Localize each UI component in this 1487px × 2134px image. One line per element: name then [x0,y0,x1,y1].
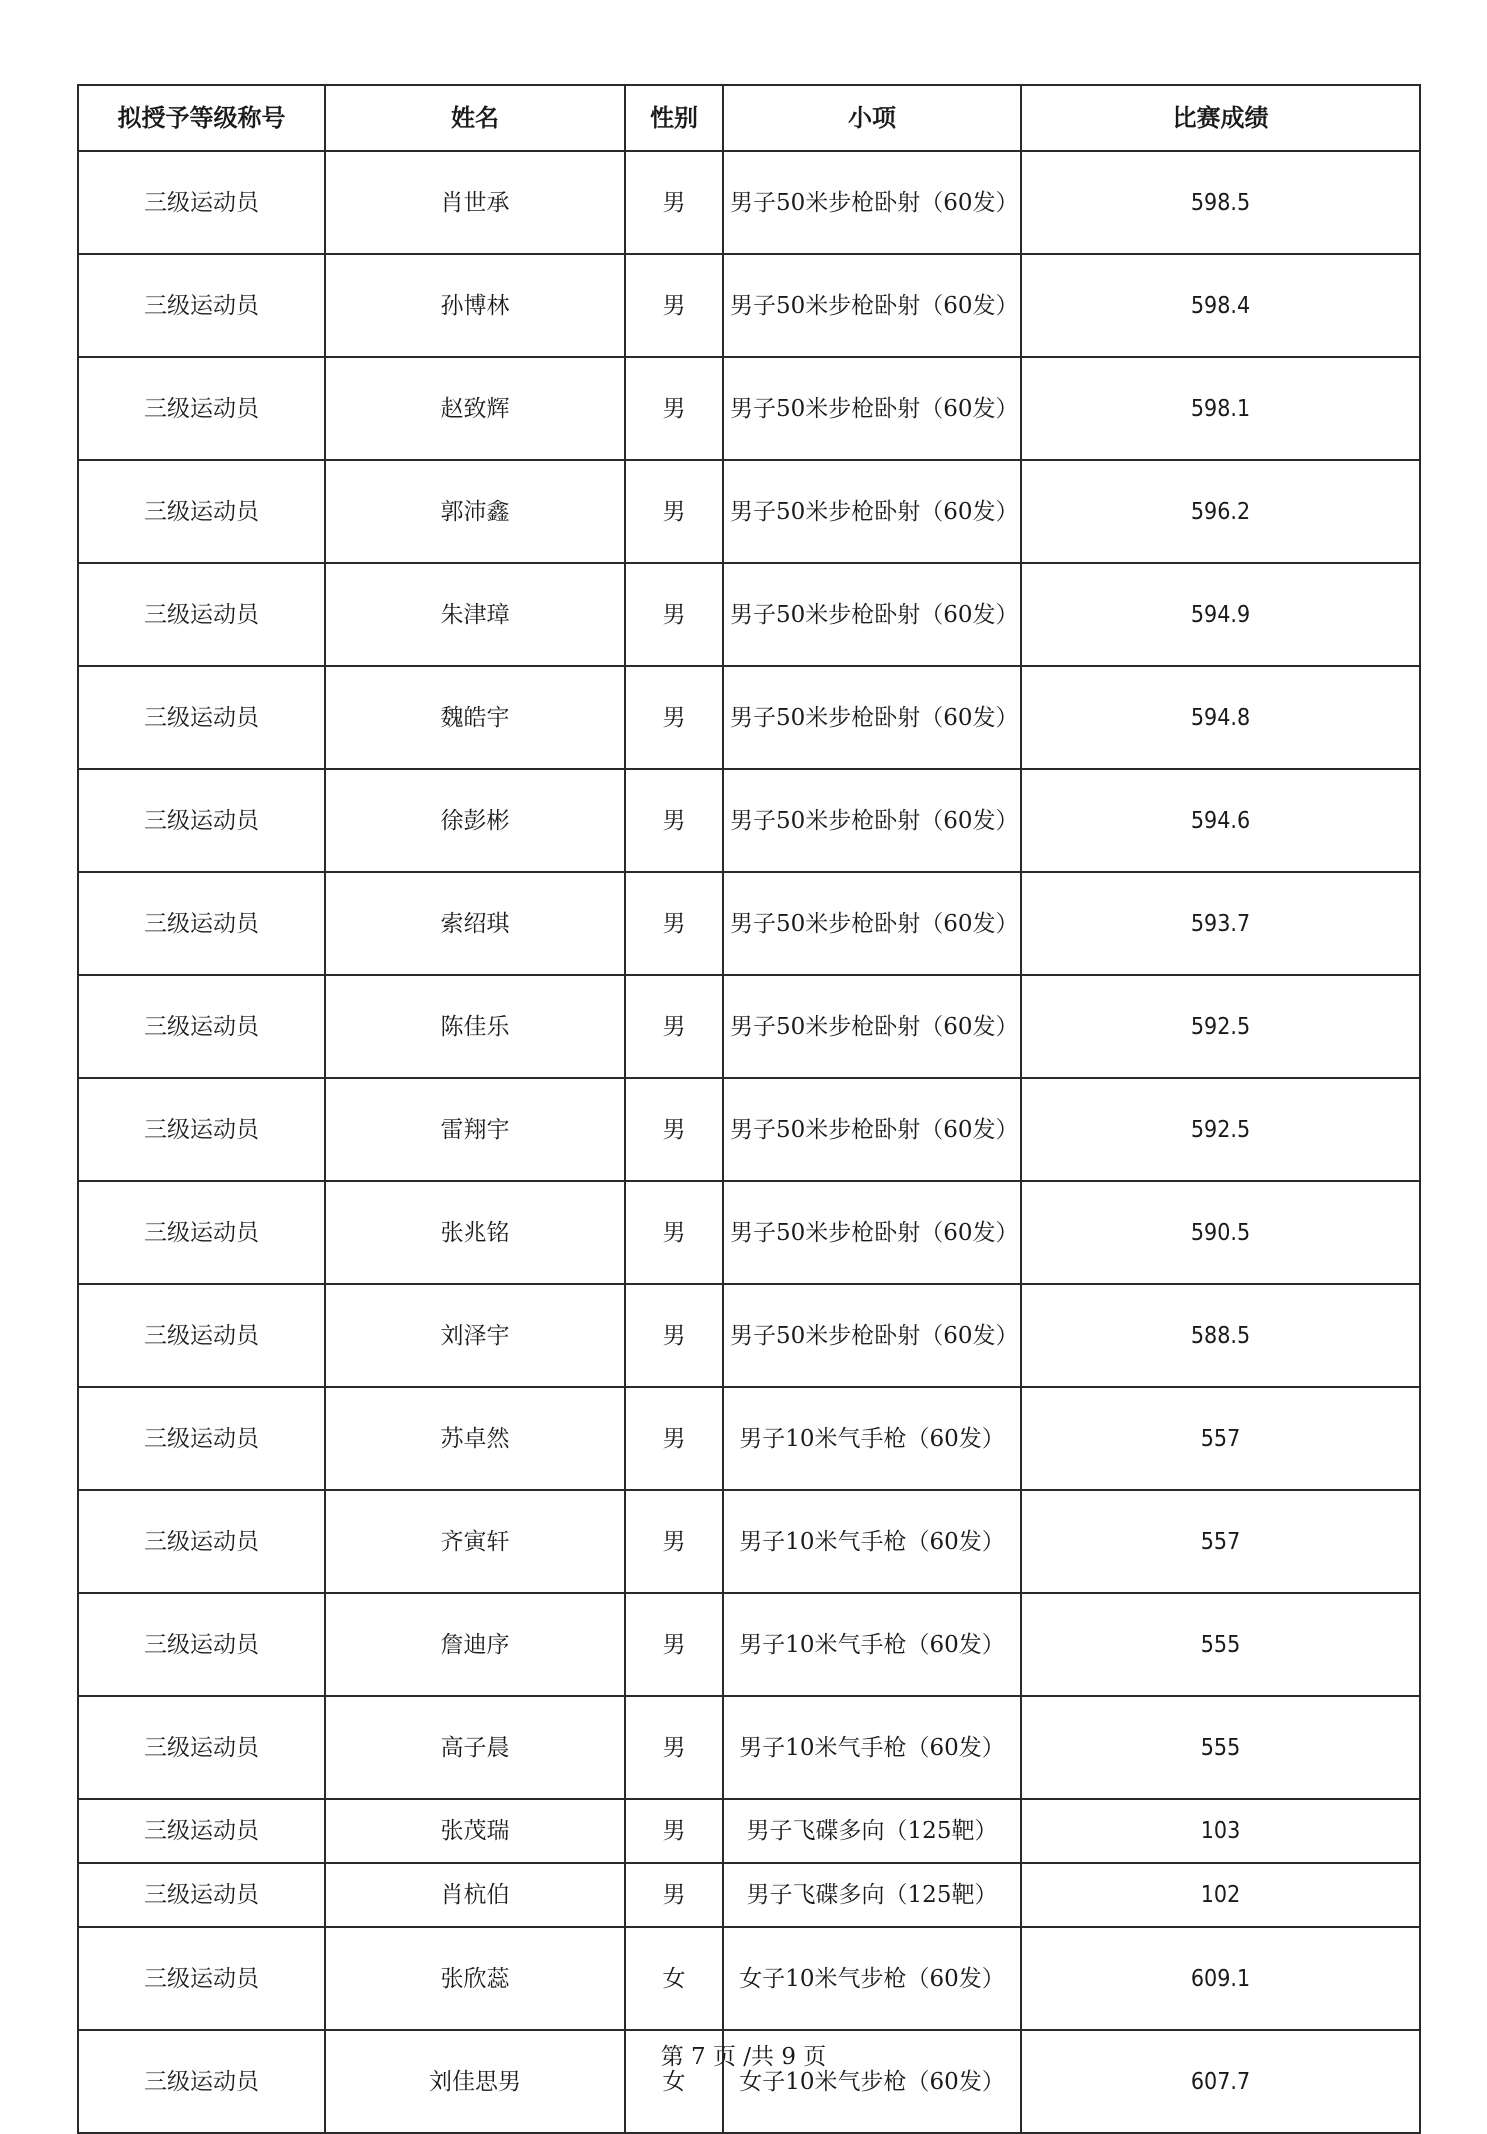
cell-name: 陈佳乐 [325,975,625,1078]
header-event: 小项 [723,85,1021,151]
header-gender: 性别 [625,85,723,151]
cell-gender: 男 [625,460,723,563]
cell-title: 三级运动员 [78,1181,325,1284]
cell-score: 594.8 [1021,666,1420,769]
cell-event: 男子10米气手枪（60发） [723,1696,1021,1799]
cell-event: 男子50米步枪卧射（60发） [723,1078,1021,1181]
cell-title: 三级运动员 [78,460,325,563]
table-row [78,1387,1420,1490]
table-row [78,872,1420,975]
cell-score: 598.4 [1021,254,1420,357]
cell-name: 张欣蕊 [325,1927,625,2030]
cell-event: 男子50米步枪卧射（60发） [723,769,1021,872]
cell-event: 男子50米步枪卧射（60发） [723,666,1021,769]
cell-name: 高子晨 [325,1696,625,1799]
cell-title: 三级运动员 [78,769,325,872]
cell-name: 魏皓宇 [325,666,625,769]
cell-score: 557 [1021,1387,1420,1490]
cell-title: 三级运动员 [78,563,325,666]
cell-event: 男子50米步枪卧射（60发） [723,1181,1021,1284]
cell-title: 三级运动员 [78,1696,325,1799]
cell-gender: 女 [625,2030,723,2133]
cell-name: 索绍琪 [325,872,625,975]
cell-gender: 男 [625,1863,723,1927]
cell-gender: 男 [625,151,723,254]
cell-score: 593.7 [1021,872,1420,975]
table-row [78,563,1420,666]
cell-title: 三级运动员 [78,1593,325,1696]
cell-event: 男子飞碟多向（125靶） [723,1863,1021,1927]
cell-title: 三级运动员 [78,1284,325,1387]
cell-score: 598.1 [1021,357,1420,460]
cell-name: 刘佳思男 [325,2030,625,2133]
cell-title: 三级运动员 [78,666,325,769]
header-score: 比赛成绩 [1021,85,1420,151]
cell-score: 592.5 [1021,1078,1420,1181]
cell-title: 三级运动员 [78,1927,325,2030]
cell-score: 592.5 [1021,975,1420,1078]
cell-score: 557 [1021,1490,1420,1593]
cell-score: 598.5 [1021,151,1420,254]
cell-gender: 男 [625,254,723,357]
table-row [78,1078,1420,1181]
table-row [78,1490,1420,1593]
cell-gender: 男 [625,666,723,769]
cell-name: 张兆铭 [325,1181,625,1284]
cell-title: 三级运动员 [78,1387,325,1490]
table-row [78,975,1420,1078]
table-row [78,254,1420,357]
cell-score: 103 [1021,1799,1420,1863]
cell-title: 三级运动员 [78,1863,325,1927]
table-row [78,1181,1420,1284]
cell-score: 607.7 [1021,2030,1420,2133]
cell-name: 孙博林 [325,254,625,357]
table-row [78,1799,1420,1863]
cell-gender: 男 [625,1078,723,1181]
cell-title: 三级运动员 [78,151,325,254]
cell-event: 男子10米气手枪（60发） [723,1387,1021,1490]
cell-event: 男子飞碟多向（125靶） [723,1799,1021,1863]
table-row [78,1863,1420,1927]
table-row [78,769,1420,872]
cell-gender: 男 [625,872,723,975]
cell-name: 肖杭伯 [325,1863,625,1927]
cell-title: 三级运动员 [78,872,325,975]
table-row [78,1593,1420,1696]
cell-title: 三级运动员 [78,1490,325,1593]
cell-event: 男子50米步枪卧射（60发） [723,975,1021,1078]
cell-title: 三级运动员 [78,2030,325,2133]
cell-name: 肖世承 [325,151,625,254]
table-row [78,1284,1420,1387]
athlete-grade-table [77,84,1421,2134]
cell-title: 三级运动员 [78,254,325,357]
cell-name: 郭沛鑫 [325,460,625,563]
table-body [78,151,1420,2133]
cell-gender: 男 [625,1799,723,1863]
cell-score: 588.5 [1021,1284,1420,1387]
cell-score: 609.1 [1021,1927,1420,2030]
cell-gender: 男 [625,975,723,1078]
cell-gender: 女 [625,1927,723,2030]
header-title: 拟授予等级称号 [78,85,325,151]
cell-gender: 男 [625,1181,723,1284]
table-row [78,1927,1420,2030]
cell-name: 朱津璋 [325,563,625,666]
cell-gender: 男 [625,563,723,666]
cell-event: 男子10米气手枪（60发） [723,1593,1021,1696]
cell-score: 594.6 [1021,769,1420,872]
cell-event: 男子50米步枪卧射（60发） [723,151,1021,254]
cell-gender: 男 [625,1284,723,1387]
cell-title: 三级运动员 [78,975,325,1078]
table-row [78,151,1420,254]
cell-event: 男子50米步枪卧射（60发） [723,460,1021,563]
cell-score: 555 [1021,1593,1420,1696]
cell-name: 雷翔宇 [325,1078,625,1181]
cell-event: 男子50米步枪卧射（60发） [723,563,1021,666]
cell-name: 齐寅轩 [325,1490,625,1593]
cell-event: 男子50米步枪卧射（60发） [723,357,1021,460]
cell-score: 590.5 [1021,1181,1420,1284]
cell-gender: 男 [625,769,723,872]
cell-gender: 男 [625,357,723,460]
cell-gender: 男 [625,1387,723,1490]
cell-name: 赵致辉 [325,357,625,460]
cell-event: 女子10米气步枪（60发） [723,1927,1021,2030]
cell-event: 男子50米步枪卧射（60发） [723,872,1021,975]
cell-event: 男子10米气手枪（60发） [723,1490,1021,1593]
table-row [78,666,1420,769]
table-row [78,357,1420,460]
cell-title: 三级运动员 [78,1799,325,1863]
cell-name: 詹迪序 [325,1593,625,1696]
cell-gender: 男 [625,1593,723,1696]
cell-name: 刘泽宇 [325,1284,625,1387]
cell-score: 596.2 [1021,460,1420,563]
cell-gender: 男 [625,1490,723,1593]
cell-name: 苏卓然 [325,1387,625,1490]
cell-score: 102 [1021,1863,1420,1927]
cell-event: 女子10米气步枪（60发） [723,2030,1021,2133]
cell-score: 594.9 [1021,563,1420,666]
header-name: 姓名 [325,85,625,151]
page-number: 第 7 页 /共 9 页 [660,2044,827,2070]
table-row [78,460,1420,563]
cell-name: 张茂瑞 [325,1799,625,1863]
cell-title: 三级运动员 [78,357,325,460]
cell-gender: 男 [625,1696,723,1799]
cell-score: 555 [1021,1696,1420,1799]
table-header-row [78,85,1420,151]
table-row [78,1696,1420,1799]
cell-event: 男子50米步枪卧射（60发） [723,1284,1021,1387]
cell-name: 徐彭彬 [325,769,625,872]
cell-event: 男子50米步枪卧射（60发） [723,254,1021,357]
cell-title: 三级运动员 [78,1078,325,1181]
